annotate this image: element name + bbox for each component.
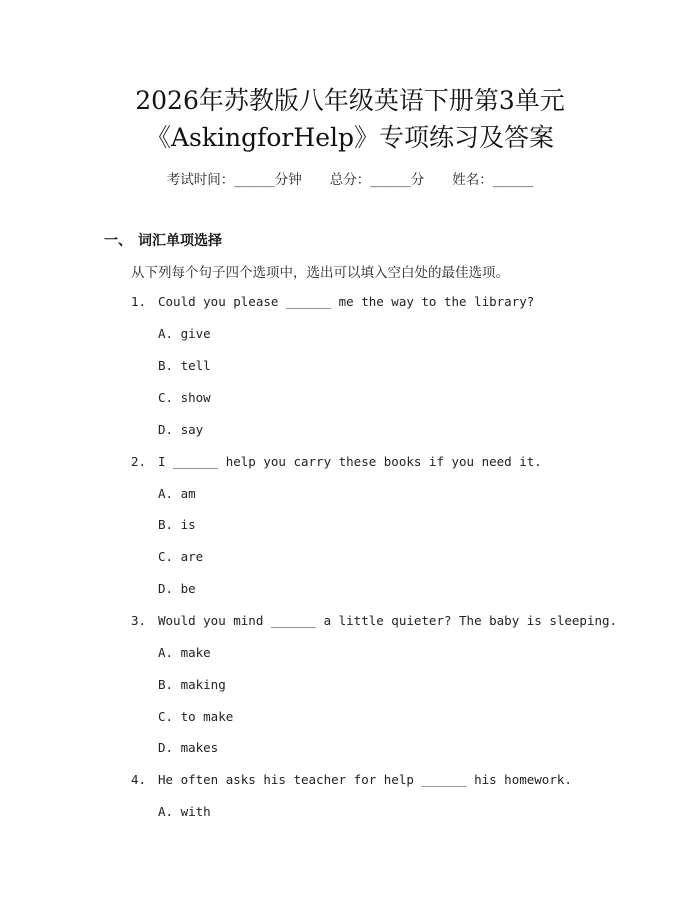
question-number: 2. xyxy=(131,454,147,469)
answer-option: A. am xyxy=(158,486,196,501)
answer-option: D. be xyxy=(158,581,196,596)
question-text: I ______ help you carry these books if you need it. xyxy=(158,454,542,469)
answer-option: B. tell xyxy=(158,358,211,373)
section-number: 一、 xyxy=(104,233,132,249)
question-number: 1. xyxy=(131,294,147,309)
question-text: He often asks his teacher for help ______ his homework. xyxy=(158,772,572,787)
student-name: 姓名：______ xyxy=(452,172,534,188)
section-instruction: 从下列每个句子四个选项中，选出可以填入空白处的最佳选项。 xyxy=(131,265,509,281)
question-text: Could you please ______ me the way to the library? xyxy=(158,294,535,309)
section-heading xyxy=(104,230,222,250)
answer-option: B. making xyxy=(158,677,226,692)
answer-option: D. makes xyxy=(158,740,219,755)
answer-option: A. make xyxy=(158,645,211,660)
answer-option: C. are xyxy=(158,549,204,564)
question-number: 4. xyxy=(131,772,147,787)
section-title: 词汇单项选择 xyxy=(138,233,222,249)
exam-info xyxy=(0,168,700,188)
answer-option: B. is xyxy=(158,517,196,532)
answer-option: D. say xyxy=(158,422,204,437)
document-title-line-1: 2026年苏教版八年级英语下册第3单元 xyxy=(135,86,565,115)
question-number: 3. xyxy=(131,613,147,628)
answer-option: C. to make xyxy=(158,709,234,724)
answer-option: A. give xyxy=(158,326,211,341)
exam-score: 总分：______分 xyxy=(329,172,425,188)
document-title-line-2: 《AskingforHelp》专项练习及答案 xyxy=(146,123,554,152)
answer-option: A. with xyxy=(158,804,211,819)
answer-option: C. show xyxy=(158,390,211,405)
exam-time: 考试时间：______分钟 xyxy=(166,172,302,188)
question-text: Would you mind ______ a little quieter? The baby is sleeping. xyxy=(158,613,618,628)
